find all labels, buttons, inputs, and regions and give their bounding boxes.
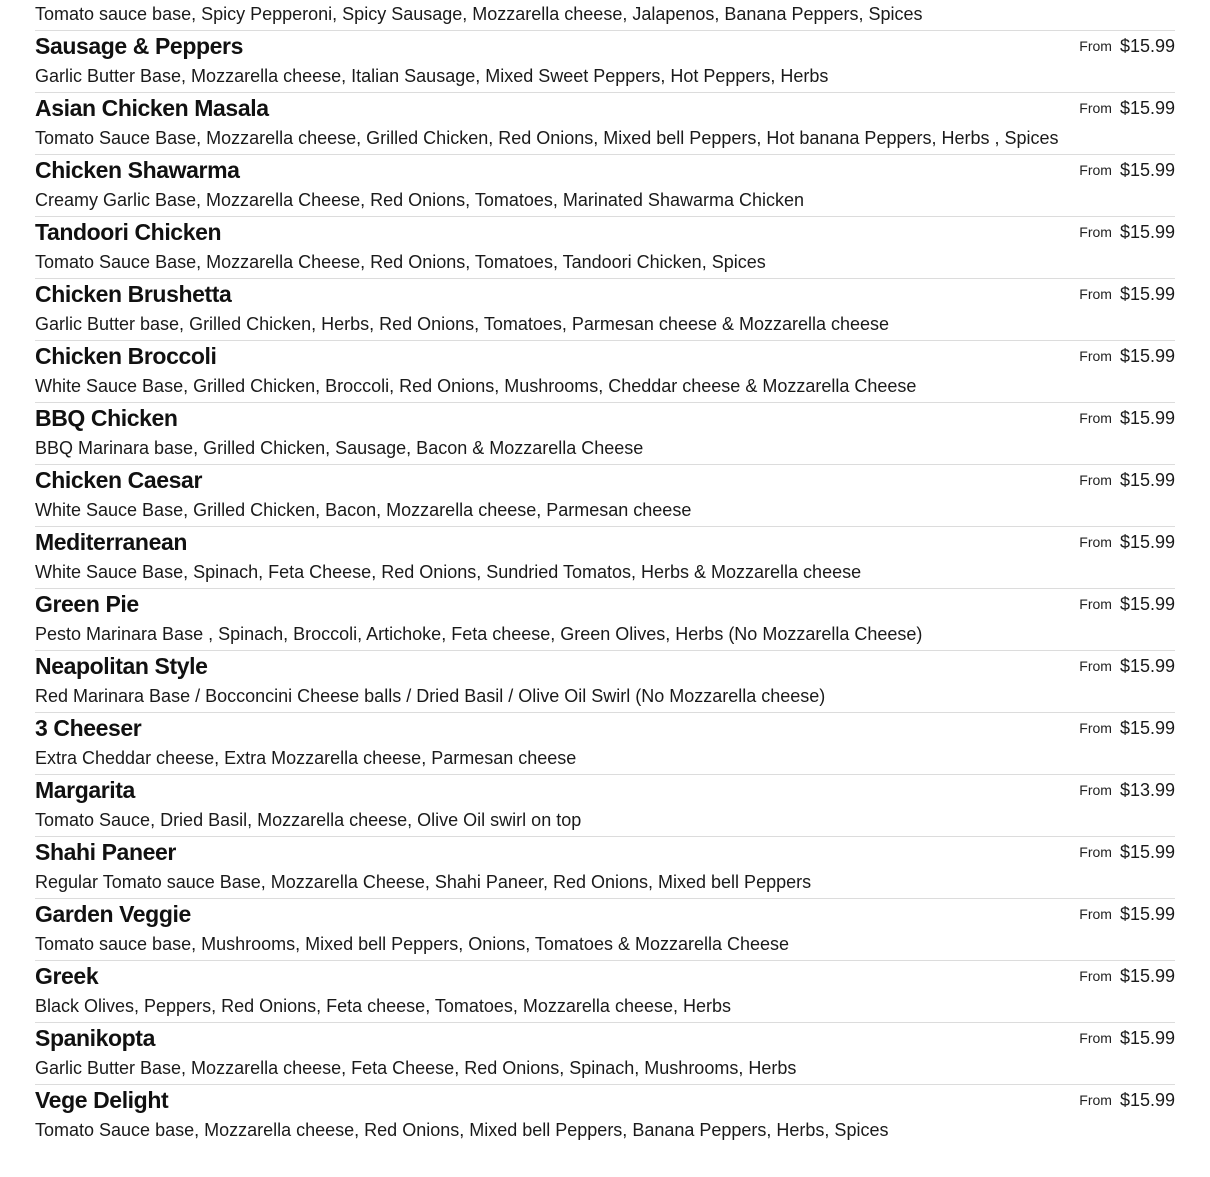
menu-item-description: Tomato sauce base, Spicy Pepperoni, Spicy Sausage, Mozzarella cheese, Jalapenos, Banana Peppers, Spices [35,4,923,24]
price-from-label: From [1079,1092,1112,1108]
price-from-label: From [1079,286,1112,302]
menu-item-name: Vege Delight [35,1087,169,1113]
menu-item[interactable] [35,1085,1175,1146]
menu-item-price-group [1079,780,1175,801]
menu-item-price-group [1079,1090,1175,1111]
menu-item-price: $15.99 [1119,408,1175,428]
menu-item[interactable] [35,527,1175,589]
menu-item-name: 3 Cheeser [35,715,142,741]
menu-item[interactable] [35,713,1175,775]
menu-item-name: Chicken Shawarma [35,157,240,183]
menu-item[interactable] [35,837,1175,899]
menu-item-description: Garlic Butter base, Grilled Chicken, Herbs, Red Onions, Tomatoes, Parmesan cheese & Mozzarella cheese [35,314,890,334]
menu-item[interactable] [35,155,1175,217]
menu-item[interactable] [35,775,1175,837]
price-from-label: From [1079,348,1112,364]
price-from-label: From [1079,410,1112,426]
menu-item[interactable] [35,651,1175,713]
menu-item[interactable] [35,403,1175,465]
menu-item[interactable] [35,279,1175,341]
menu-item-price: $15.99 [1119,966,1175,986]
menu-item-name: BBQ Chicken [35,405,178,431]
price-from-label: From [1079,38,1112,54]
menu-item-price: $15.99 [1119,98,1175,118]
menu-item[interactable] [35,465,1175,527]
menu-item-name: Green Pie [35,591,139,617]
menu-item-price: $15.99 [1119,36,1175,56]
menu-item-price-group [1079,656,1175,677]
menu-item-price: $15.99 [1119,222,1175,242]
menu-item-description: Tomato Sauce base, Mozzarella cheese, Red Onions, Mixed bell Peppers, Banana Peppers, Herbs, Spices [35,1120,889,1140]
menu-item-name: Tandoori Chicken [35,219,222,245]
menu-item-partial[interactable] [35,0,1175,31]
menu-item-name: Shahi Paneer [35,839,176,865]
menu-item-description: Tomato Sauce Base, Mozzarella cheese, Grilled Chicken, Red Onions, Mixed bell Peppers, Hot banana Peppers, Herbs , Spices [35,128,1059,148]
menu-item-price: $15.99 [1119,1090,1175,1110]
menu-item[interactable] [35,93,1175,155]
menu-item[interactable] [35,31,1175,93]
menu-item-price: $15.99 [1119,1028,1175,1048]
menu-item-price-group [1079,222,1175,243]
menu-item-description: White Sauce Base, Grilled Chicken, Bacon, Mozzarella cheese, Parmesan cheese [35,500,692,520]
menu-item-price-group [1079,98,1175,119]
price-from-label: From [1079,906,1112,922]
menu-item-name: Greek [35,963,99,989]
menu-item-price-group [1079,966,1175,987]
menu-item[interactable] [35,899,1175,961]
menu-item-price-group [1079,904,1175,925]
menu-item-description: Tomato Sauce, Dried Basil, Mozzarella cheese, Olive Oil swirl on top [35,810,582,830]
menu-item-price: $15.99 [1119,594,1175,614]
menu-item-description: Tomato sauce base, Mushrooms, Mixed bell Peppers, Onions, Tomatoes & Mozzarella Cheese [35,934,790,954]
menu-item-description: BBQ Marinara base, Grilled Chicken, Sausage, Bacon & Mozzarella Cheese [35,438,644,458]
menu-item-price: $15.99 [1119,656,1175,676]
menu-item-description: White Sauce Base, Grilled Chicken, Broccoli, Red Onions, Mushrooms, Cheddar cheese & Mozzarella Cheese [35,376,917,396]
menu-item-price: $15.99 [1119,284,1175,304]
menu-item-description: Pesto Marinara Base , Spinach, Broccoli, Artichoke, Feta cheese, Green Olives, Herbs (No Mozzarella Cheese) [35,624,923,644]
menu-item-description: Red Marinara Base / Bocconcini Cheese balls / Dried Basil / Olive Oil Swirl (No Mozzarella cheese) [35,686,826,706]
menu-item-price-group [1079,842,1175,863]
menu-item-name: Margarita [35,777,135,803]
menu-item-name: Chicken Brushetta [35,281,232,307]
menu-item-name: Spanikopta [35,1025,155,1051]
price-from-label: From [1079,968,1112,984]
menu-item-price-group [1079,346,1175,367]
menu-item-description: Extra Cheddar cheese, Extra Mozzarella cheese, Parmesan cheese [35,748,577,768]
price-from-label: From [1079,534,1112,550]
menu-item-description: White Sauce Base, Spinach, Feta Cheese, Red Onions, Sundried Tomatos, Herbs & Mozzarella cheese [35,562,862,582]
menu-item-name: Asian Chicken Masala [35,95,269,121]
menu-item-price: $15.99 [1119,842,1175,862]
menu-item-price: $15.99 [1119,532,1175,552]
price-from-label: From [1079,472,1112,488]
price-from-label: From [1079,844,1112,860]
menu-item-name: Chicken Broccoli [35,343,217,369]
menu-item-price-group [1079,1028,1175,1049]
price-from-label: From [1079,782,1112,798]
menu-item-name: Chicken Caesar [35,467,202,493]
menu-item-description: Regular Tomato sauce Base, Mozzarella Cheese, Shahi Paneer, Red Onions, Mixed bell Peppers [35,872,812,892]
menu-item-price-group [1079,594,1175,615]
price-from-label: From [1079,658,1112,674]
menu-item-description: Tomato Sauce Base, Mozzarella Cheese, Red Onions, Tomatoes, Tandoori Chicken, Spices [35,252,766,272]
price-from-label: From [1079,162,1112,178]
menu-item-price: $15.99 [1119,904,1175,924]
menu-item-price-group [1079,532,1175,553]
menu-item-name: Sausage & Peppers [35,33,243,59]
price-from-label: From [1079,1030,1112,1046]
menu-item-price-group [1079,284,1175,305]
menu-item-description: Black Olives, Peppers, Red Onions, Feta cheese, Tomatoes, Mozzarella cheese, Herbs [35,996,731,1016]
menu-item[interactable] [35,217,1175,279]
menu-item-price-group [1079,718,1175,739]
menu-item-name: Mediterranean [35,529,188,555]
menu-item-price-group [1079,408,1175,429]
menu-item[interactable] [35,961,1175,1023]
menu-item-price: $15.99 [1119,718,1175,738]
menu-item-price-group [1079,160,1175,181]
menu-item-name: Garden Veggie [35,901,191,927]
menu-item-description: Garlic Butter Base, Mozzarella cheese, Feta Cheese, Red Onions, Spinach, Mushrooms, Herbs [35,1058,797,1078]
menu-item[interactable] [35,341,1175,403]
menu-item-price: $13.99 [1119,780,1175,800]
menu-item[interactable] [35,1023,1175,1085]
menu-item-price-group [1079,470,1175,491]
menu-item-price: $15.99 [1119,346,1175,366]
menu-item-description: Garlic Butter Base, Mozzarella cheese, Italian Sausage, Mixed Sweet Peppers, Hot Peppers, Herbs [35,66,829,86]
menu-item[interactable] [35,589,1175,651]
price-from-label: From [1079,596,1112,612]
price-from-label: From [1079,100,1112,116]
menu-item-price: $15.99 [1119,160,1175,180]
menu-item-price-group [1079,36,1175,57]
menu-item-price: $15.99 [1119,470,1175,490]
menu-item-name: Neapolitan Style [35,653,208,679]
price-from-label: From [1079,224,1112,240]
menu-item-description: Creamy Garlic Base, Mozzarella Cheese, Red Onions, Tomatoes, Marinated Shawarma Chicken [35,190,804,210]
price-from-label: From [1079,720,1112,736]
pizza-menu-list [35,0,1175,1146]
